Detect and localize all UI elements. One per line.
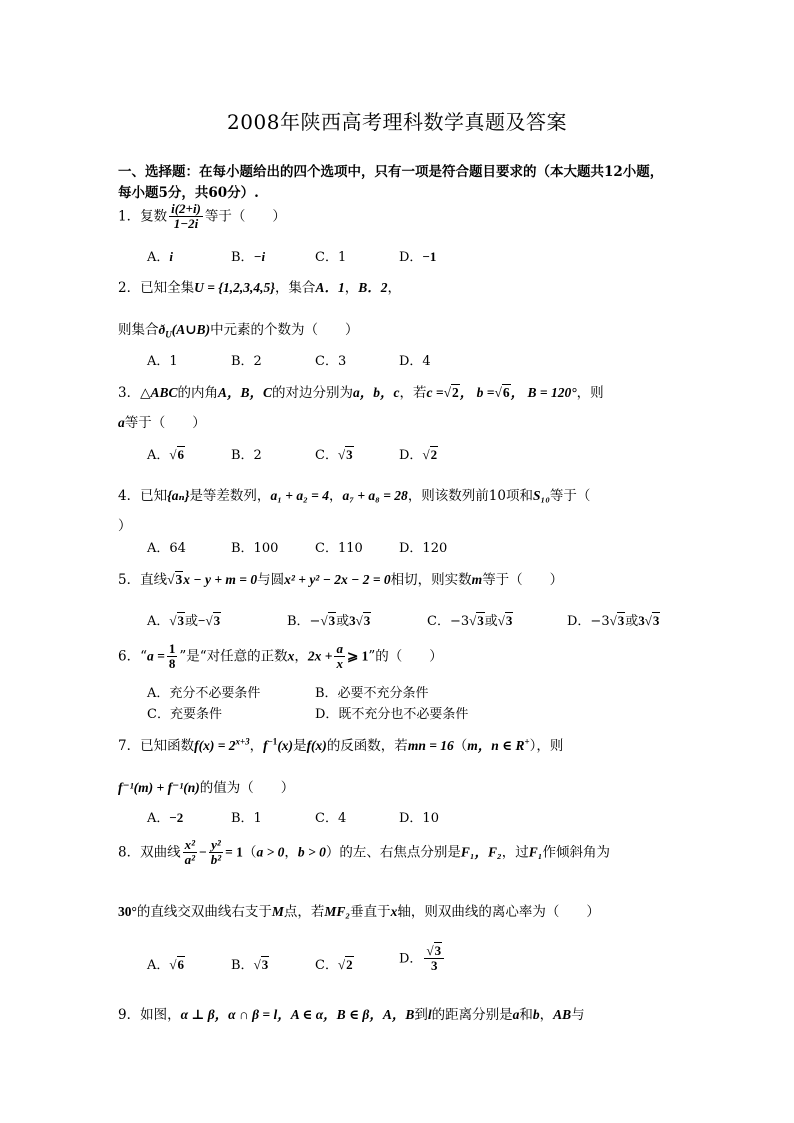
q7-option-b: B．1: [231, 811, 262, 826]
question-5: 5．直线√3x − y + m = 0与圆x² + y² − 2x − 2 = 0相切，则实数m等于（ ）: [118, 572, 564, 588]
q8-option-c: C．√2: [315, 957, 353, 973]
q4-option-b: B．100: [231, 541, 279, 556]
q1-denominator: 1−2i: [173, 216, 199, 232]
question-8-line2: 30°的直线交双曲线右支于M点，若MF₂垂直于x轴，则双曲线的离心率为（ ）: [118, 904, 600, 920]
question-8-line1: 8．双曲线 $\frac{\text{x²}}{\text{a²}}$ − $\frac{\text{y²}}{\text{b²}}$ = 1（a > 0，b > 0）的左、右焦点分别是F₁，F₂，过F₁作倾斜角为: [118, 837, 610, 868]
q1-option-a: A．i: [147, 249, 174, 265]
q6-option-d: D．既不充分也不必要条件: [315, 707, 469, 722]
q6-option-a: A．充分不必要条件: [147, 686, 261, 701]
section-header-line2: 每小题5分，共60分）.: [118, 185, 259, 201]
question-1: [118, 202, 286, 232]
q1-option-d: D．−1: [399, 249, 437, 265]
q1-fraction: [169, 202, 203, 232]
question-3-line1: 3．△ABC的内角A，B，C的对边分别为a，b，c，若c =√2， b =√6， B = 120°，则: [118, 385, 604, 401]
q3-option-d: D．√2: [399, 447, 438, 463]
q3-option-c: C．√3: [315, 447, 353, 463]
q4-option-a: A．64: [147, 541, 186, 556]
q2-option-c: C．3: [315, 354, 347, 369]
section-header-line1: 一、选择题：在每小题给出的四个选项中，只有一项是符合题目要求的（本大题共12小题，: [118, 164, 664, 180]
q4-option-d: D．120: [399, 541, 448, 556]
q1-suffix: 等于（ ）: [204, 208, 286, 225]
q7-option-a: A．−2: [147, 810, 184, 826]
q1-numerator: i(2+i): [171, 201, 201, 216]
q4-option-c: C．110: [315, 541, 363, 556]
q7-option-c: C．4: [315, 811, 347, 826]
q8-option-b: B．√3: [231, 957, 269, 973]
q5-option-a: A．√3或−√3: [147, 613, 221, 629]
q6-option-b: B．必要不充分条件: [315, 686, 429, 701]
q6-option-c: C．充要条件: [147, 707, 222, 722]
question-7-line2: f⁻¹(m) + f⁻¹(n)的值为（ ）: [118, 780, 295, 796]
question-2-line1: 2．已知全集U = {1,2,3,4,5}，集合A．1，B．2，: [118, 280, 401, 296]
q2-option-d: D．4: [399, 354, 431, 369]
question-4-line1: 4．已知{aₙ}是等差数列，a₁ + a₂ = 4，a₇ + a₈ = 28，则该数列前10项和S₁₀等于（: [118, 488, 591, 504]
q8-option-a: A．√6: [147, 957, 185, 973]
q3-option-a: A．√6: [147, 447, 185, 463]
q1-prefix: 1．复数: [118, 208, 168, 225]
question-7-line1: 7．已知函数$f(x) = 2^{x+3}$，$f^{-1}(x)$是f(x)的反函数，若mn = 16（m，n ∈ R+），则: [118, 736, 564, 754]
q2-option-b: B．2: [231, 354, 262, 369]
question-4-line2: ）: [118, 518, 132, 534]
q1-option-c: C．1: [315, 250, 347, 265]
q5-option-c: C．−3√3或√3: [427, 613, 513, 629]
q1-option-b: B．−i: [231, 249, 266, 265]
question-9: 9．如图，α ⊥ β，α ∩ β = l，A ∈ α，B ∈ β，A，B到l的距离分别是a和b，AB与: [118, 1007, 585, 1023]
q5-option-d: D．−3√3或3√3: [567, 613, 660, 629]
q7-option-d: D．10: [399, 811, 439, 826]
question-2-line2: 则集合$ð_U(A\cup B)$中元素的个数为（ ）: [118, 322, 359, 340]
page-title: 2008年陕西高考理科数学真题及答案: [227, 110, 567, 134]
q2-option-a: A．1: [147, 354, 178, 369]
q8-option-d: D． $\frac{√3}{3}$: [399, 944, 446, 974]
q5-option-b: B．−√3或3√3: [287, 613, 371, 629]
question-6: 6．“a = $\frac{1}{8}$ ”是“对任意的正数x，2x + $\frac{a}{x}$ ⩾ 1”的（ ）: [118, 641, 443, 672]
question-3-line2: a等于（ ）: [118, 415, 206, 431]
q3-option-b: B．2: [231, 448, 262, 463]
